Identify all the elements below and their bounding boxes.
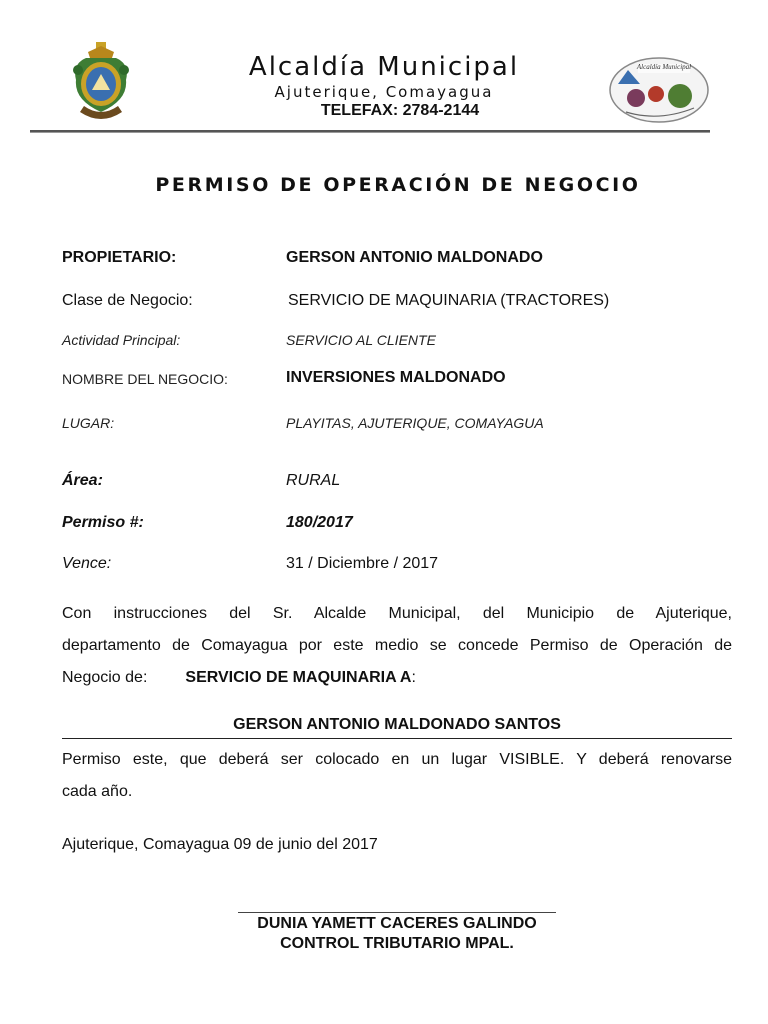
header-divider bbox=[30, 130, 710, 133]
lugar-label: LUGAR: bbox=[62, 415, 115, 431]
coat-of-arms-emblem bbox=[66, 40, 136, 126]
owner-underline bbox=[62, 738, 732, 739]
header-title: Alcaldía Municipal bbox=[248, 52, 520, 82]
header-telefax bbox=[150, 102, 650, 120]
lugar-value: PLAYITAS, AJUTERIQUE, COMAYAGUA bbox=[286, 415, 544, 431]
area-value: RURAL bbox=[286, 472, 341, 489]
concession-line-2: departamento de Comayagua por este medio se concede Permiso de Operación de bbox=[62, 637, 732, 654]
servicio-bold: SERVICIO DE MAQUINARIA A bbox=[185, 669, 412, 686]
clase-value: SERVICIO DE MAQUINARIA (TRACTORES) bbox=[288, 292, 610, 309]
visible-notice-paragraph bbox=[62, 744, 732, 808]
header-subtitle: Ajuterique, Comayagua bbox=[274, 83, 494, 101]
permiso-value bbox=[286, 514, 353, 532]
concession-paragraph bbox=[62, 598, 732, 694]
concession-line-1: Con instrucciones del Sr. Alcalde Municipal, del Municipio de Ajuterique, bbox=[62, 605, 732, 622]
permiso-number: 180/ bbox=[286, 514, 318, 531]
propietario-label: PROPIETARIO: bbox=[62, 249, 177, 266]
nombre-negocio-value: INVERSIONES MALDONADO bbox=[286, 369, 506, 386]
signatory-name: DUNIA YAMETT CACERES GALINDO bbox=[257, 915, 537, 932]
signatory-title: CONTROL TRIBUTARIO MPAL. bbox=[280, 935, 514, 952]
place-date: Ajuterique, Comayagua 09 de junio del 2017 bbox=[62, 836, 378, 853]
vence-label: Vence: bbox=[62, 555, 112, 572]
actividad-label: Actividad Principal: bbox=[62, 332, 181, 348]
clase-label: Clase de Negocio: bbox=[62, 292, 193, 309]
document-title: PERMISO DE OPERACIÓN DE NEGOCIO bbox=[155, 174, 641, 196]
notice-line-1: Permiso este, que deberá ser colocado en un lugar VISIBLE. Y deberá renovarse bbox=[62, 751, 732, 768]
notice-line-2: cada año. bbox=[62, 783, 133, 800]
colon: : bbox=[411, 669, 416, 686]
nombre-negocio-label: NOMBRE DEL NEGOCIO: bbox=[62, 371, 228, 387]
propietario-value: GERSON ANTONIO MALDONADO bbox=[286, 249, 543, 266]
concession-line-3 bbox=[62, 662, 732, 694]
actividad-value: SERVICIO AL CLIENTE bbox=[286, 332, 436, 348]
permiso-label: Permiso #: bbox=[62, 514, 144, 531]
telefax-text: TELEFAX: 2784-2144 bbox=[320, 102, 480, 119]
permiso-year: 2017 bbox=[317, 514, 353, 531]
signature-line bbox=[238, 912, 556, 913]
municipal-logo bbox=[608, 56, 710, 124]
logo-caption: Alcaldía Municipal bbox=[636, 63, 692, 71]
negocio-de-label: Negocio de: bbox=[62, 669, 148, 686]
area-label: Área: bbox=[62, 472, 103, 489]
owner-full-name: GERSON ANTONIO MALDONADO SANTOS bbox=[233, 716, 561, 733]
vence-value: 31 / Diciembre / 2017 bbox=[286, 555, 439, 572]
